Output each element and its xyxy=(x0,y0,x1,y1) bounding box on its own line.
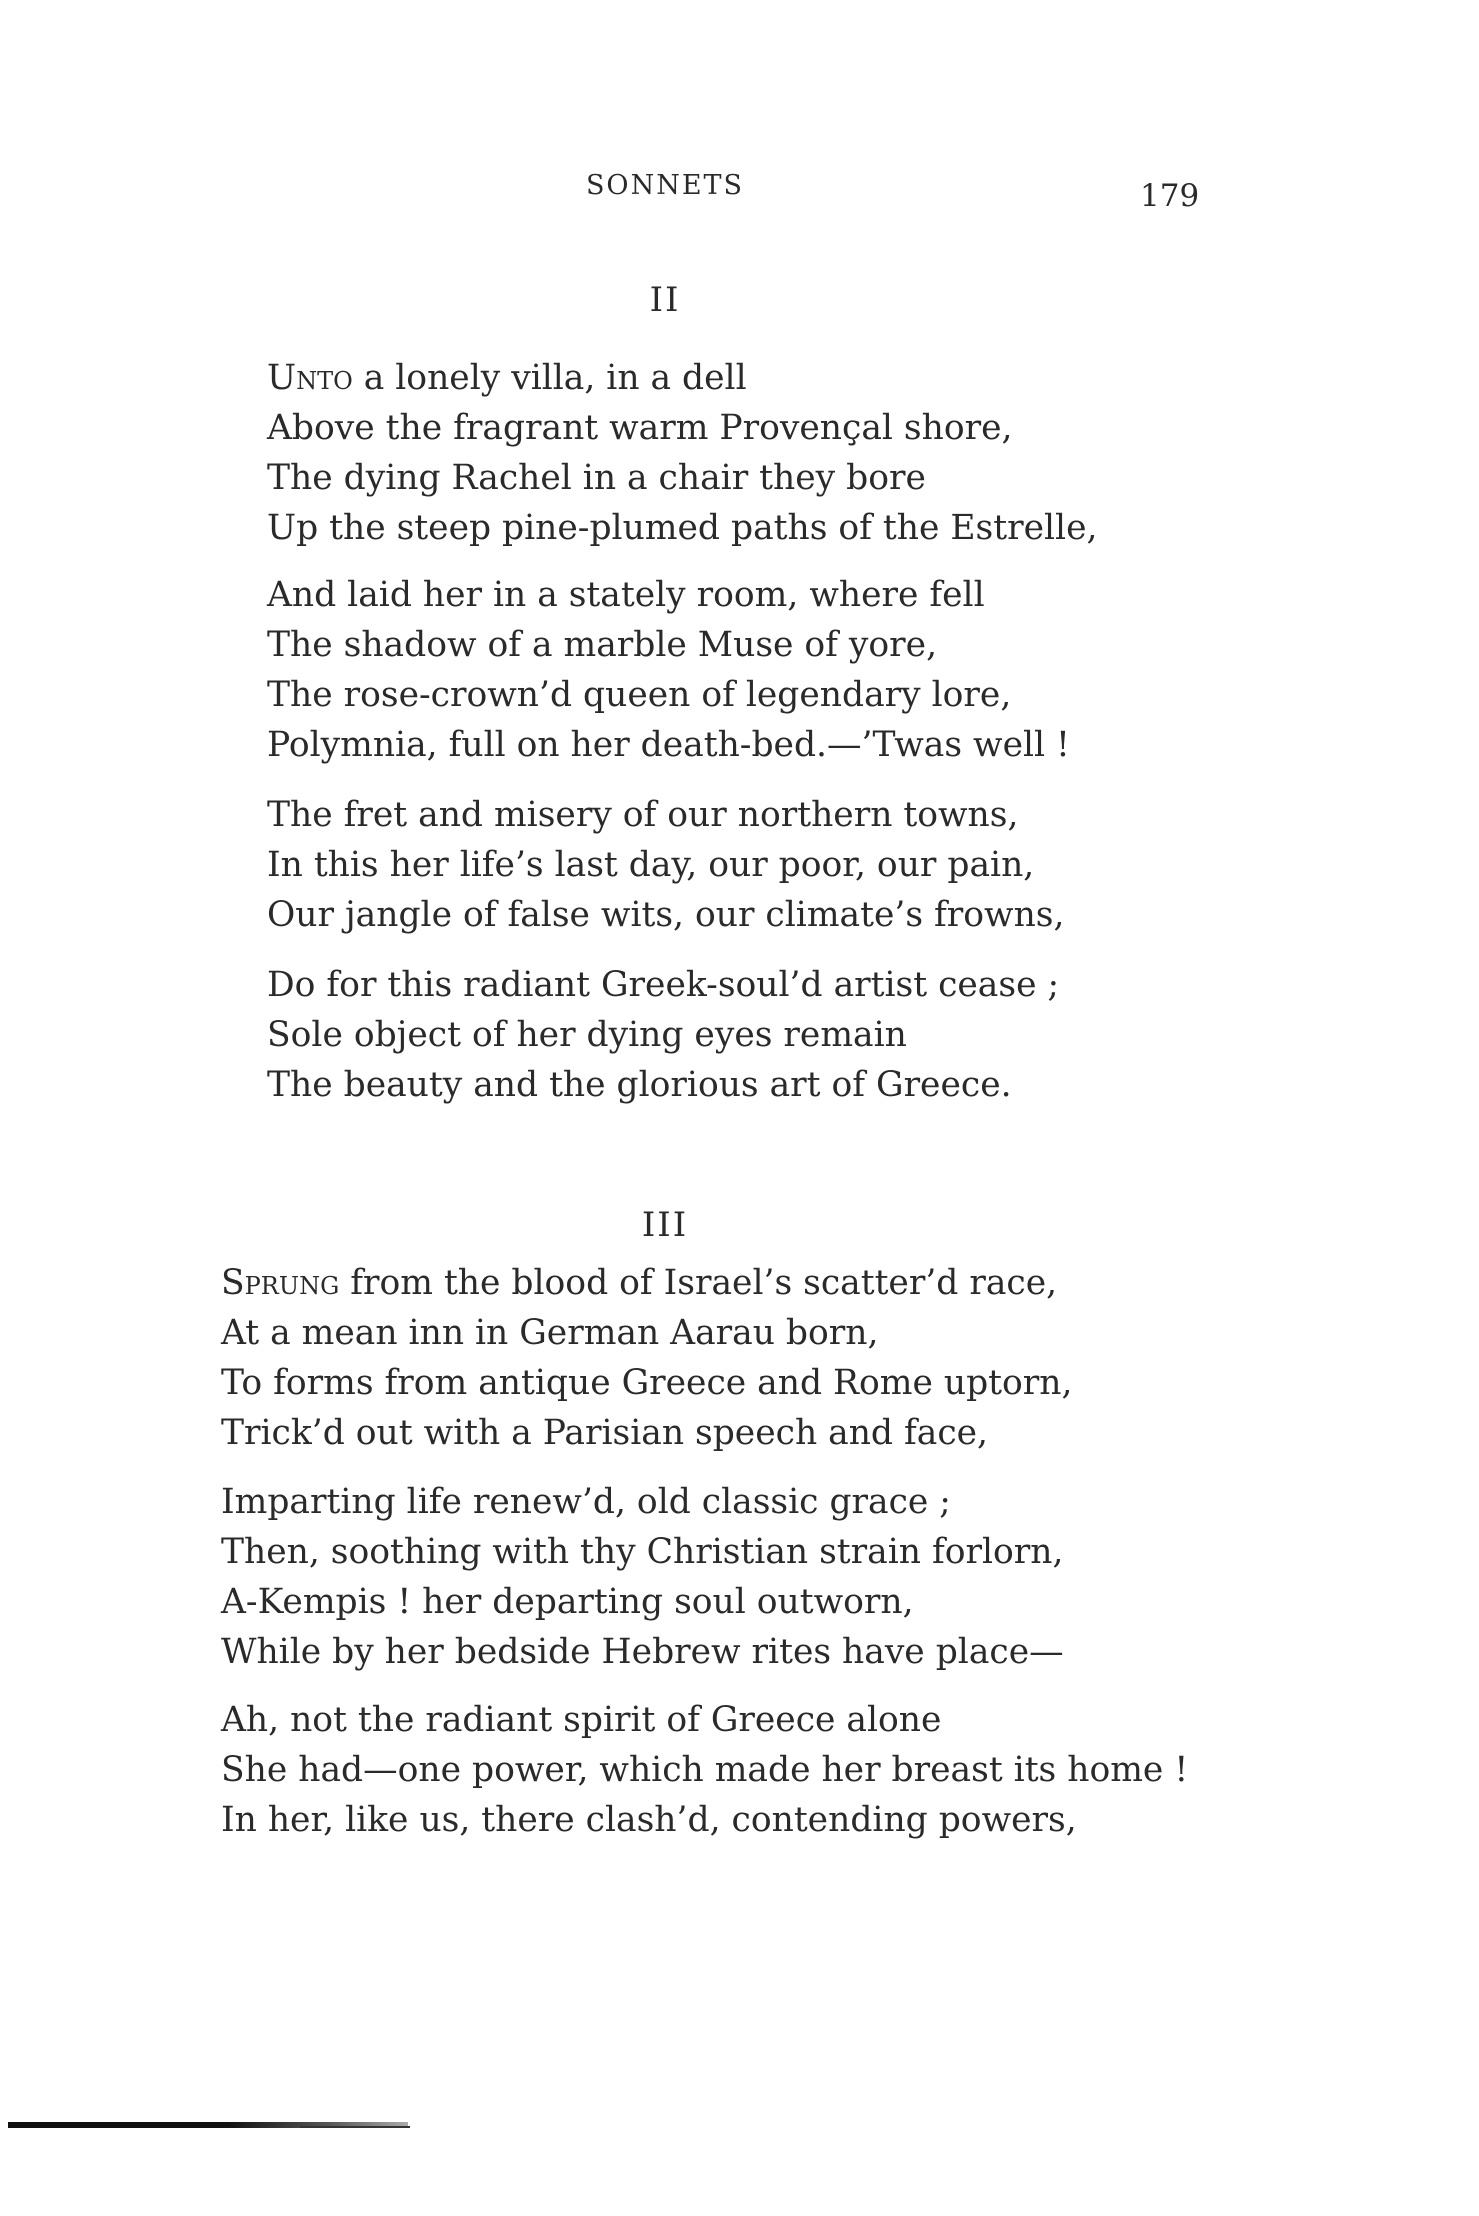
verse-line: In this her life’s last day, our poor, our pain, xyxy=(267,845,1035,885)
verse-line: A-Kempis ! her departing soul outworn, xyxy=(221,1582,914,1622)
verse-line: The fret and misery of our northern towns, xyxy=(267,795,1019,835)
verse-line: Do for this radiant Greek-soul’d artist cease ; xyxy=(267,965,1060,1005)
verse-line: Sole object of her dying eyes remain xyxy=(267,1015,907,1055)
verse-line: She had—one power, which made her breast its home ! xyxy=(221,1750,1189,1790)
verse-line: Trick’d out with a Parisian speech and face, xyxy=(221,1413,989,1453)
verse-line: While by her bedside Hebrew rites have place— xyxy=(221,1632,1064,1672)
verse-text: from the blood of Israel’s scatter’d race, xyxy=(339,1263,1058,1303)
sonnet-number-ii: II xyxy=(649,280,681,320)
verse-line: At a mean inn in German Aarau born, xyxy=(221,1313,879,1353)
verse-line: In her, like us, there clash’d, contending powers, xyxy=(221,1800,1077,1840)
sonnet-ii-stanza-1 xyxy=(267,353,1097,553)
sonnet-number-iii: III xyxy=(641,1205,689,1245)
verse-text: a lonely villa, in a dell xyxy=(352,358,747,398)
running-head: SONNETS xyxy=(585,170,745,201)
initial-small-caps: Unto xyxy=(267,358,353,398)
verse-line: Above the fragrant warm Provençal shore, xyxy=(267,408,1013,448)
verse-line: Up the steep pine-plumed paths of the Estrelle, xyxy=(267,508,1098,548)
sonnet-iii-stanza-2 xyxy=(221,1477,1064,1677)
verse-line: Then, soothing with thy Christian strain forlorn, xyxy=(221,1532,1064,1572)
verse-line: The dying Rachel in a chair they bore xyxy=(267,458,926,498)
verse-line: And laid her in a stately room, where fell xyxy=(267,575,985,615)
sonnet-iii-stanza-3 xyxy=(221,1695,1188,1845)
page-number: 179 xyxy=(1140,178,1200,214)
verse-line: The shadow of a marble Muse of yore, xyxy=(267,625,938,665)
verse-line: Ah, not the radiant spirit of Greece alone xyxy=(221,1700,942,1740)
verse-line: To forms from antique Greece and Rome uptorn, xyxy=(221,1363,1073,1403)
verse-line: The beauty and the glorious art of Greece. xyxy=(267,1065,1012,1105)
initial-small-caps: Sprung xyxy=(221,1263,340,1303)
verse-line: Polymnia, full on her death-bed.—’Twas well ! xyxy=(267,725,1070,765)
verse-line xyxy=(221,1258,1072,1308)
verse-line: Imparting life renew’d, old classic grace ; xyxy=(221,1482,951,1522)
sonnet-ii-stanza-4 xyxy=(267,960,1059,1110)
verse-line: The rose-crown’d queen of legendary lore, xyxy=(267,675,1012,715)
sonnet-iii-stanza-1 xyxy=(221,1258,1072,1458)
verse-line: Our jangle of false wits, our climate’s frowns, xyxy=(267,895,1065,935)
sonnet-ii-stanza-2 xyxy=(267,570,1070,770)
sonnet-ii-stanza-3 xyxy=(267,790,1064,940)
verse-line xyxy=(267,353,1097,403)
scan-edge-rule-tail xyxy=(300,2126,410,2128)
